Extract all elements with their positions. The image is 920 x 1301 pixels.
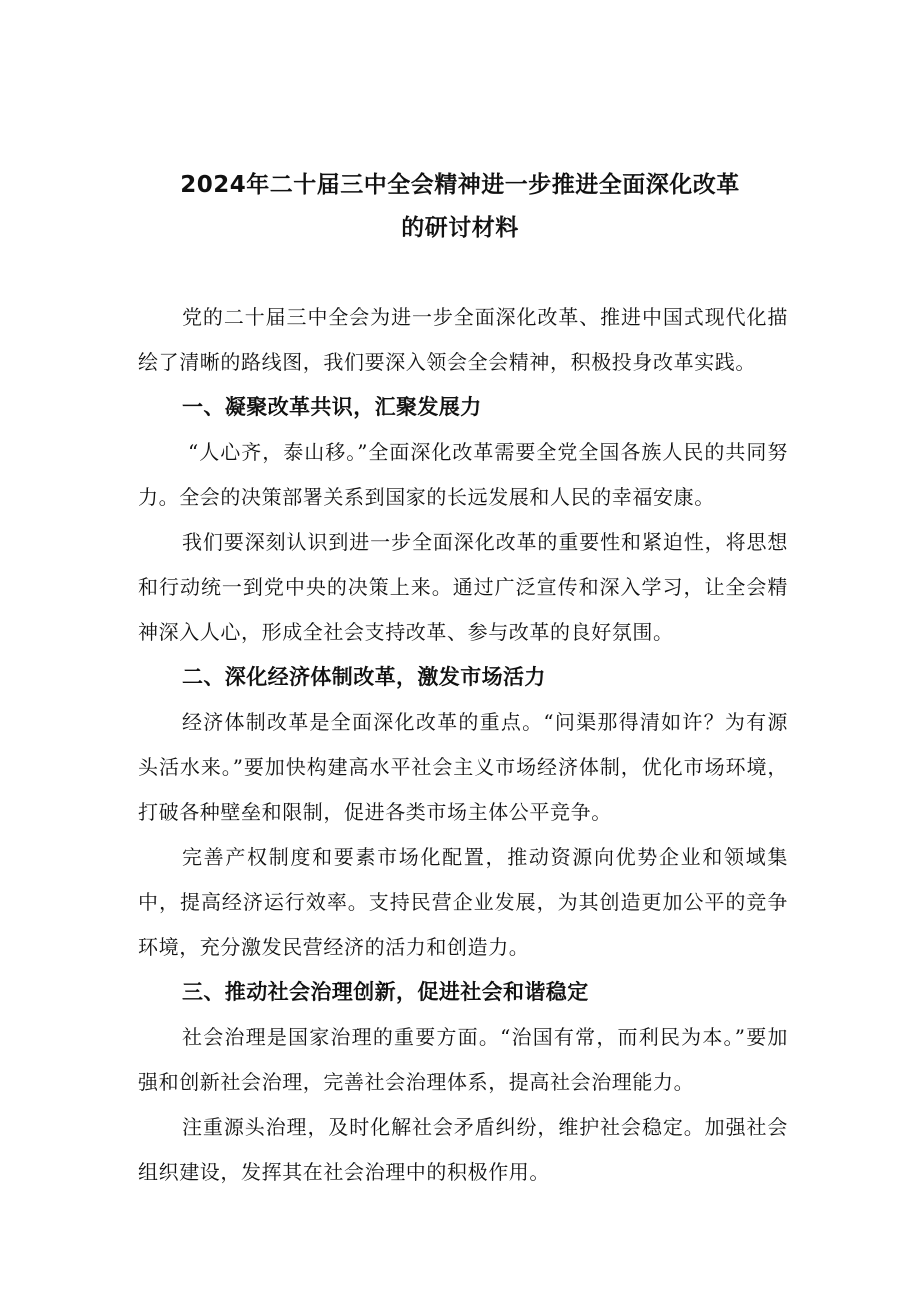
- document-title-line1: 2024年二十届三中全会精神进一步推进全面深化改革: [180, 172, 740, 198]
- section-heading-1: 一、凝聚改革共识，汇聚发展力: [182, 395, 482, 419]
- section-1-paragraph-1: “人心齐，泰山移。”全面深化改革需要全党全国各族人民的共同努力。全会的决策部署关系到国家的长远发展和人民的幸福安康。: [138, 440, 788, 509]
- section-2-paragraph-1: 经济体制改革是全面深化改革的重点。“问渠那得清如许？为有源头活水来。”要加快构建高水平社会主义市场经济体制，优化市场环境，打破各种壁垒和限制，促进各类市场主体公平竞争。: [138, 710, 788, 824]
- document-title-line2: 的研讨材料: [401, 215, 519, 241]
- document-body: [138, 295, 788, 1195]
- section-heading-3: 三、推动社会治理创新，促进社会和谐稳定: [182, 980, 589, 1004]
- section-heading-2: 二、深化经济体制改革，激发市场活力: [182, 665, 546, 689]
- intro-paragraph: 党的二十届三中全会为进一步全面深化改革、推进中国式现代化描绘了清晰的路线图，我们要深入领会全会精神，积极投身改革实践。: [138, 305, 788, 374]
- section-2-paragraph-2: 完善产权制度和要素市场化配置，推动资源向优势企业和领域集中，提高经济运行效率。支持民营企业发展，为其创造更加公平的竞争环境，充分激发民营经济的活力和创造力。: [138, 845, 788, 959]
- section-1-paragraph-2: 我们要深刻认识到进一步全面深化改革的重要性和紧迫性，将思想和行动统一到党中央的决策上来。通过广泛宣传和深入学习，让全会精神深入人心，形成全社会支持改革、参与改革的良好氛围。: [138, 530, 788, 644]
- section-3-paragraph-2: 注重源头治理，及时化解社会矛盾纠纷，维护社会稳定。加强社会组织建设，发挥其在社会治理中的积极作用。: [138, 1115, 788, 1184]
- section-3-paragraph-1: 社会治理是国家治理的重要方面。“治国有常，而利民为本。”要加强和创新社会治理，完善社会治理体系，提高社会治理能力。: [138, 1025, 788, 1094]
